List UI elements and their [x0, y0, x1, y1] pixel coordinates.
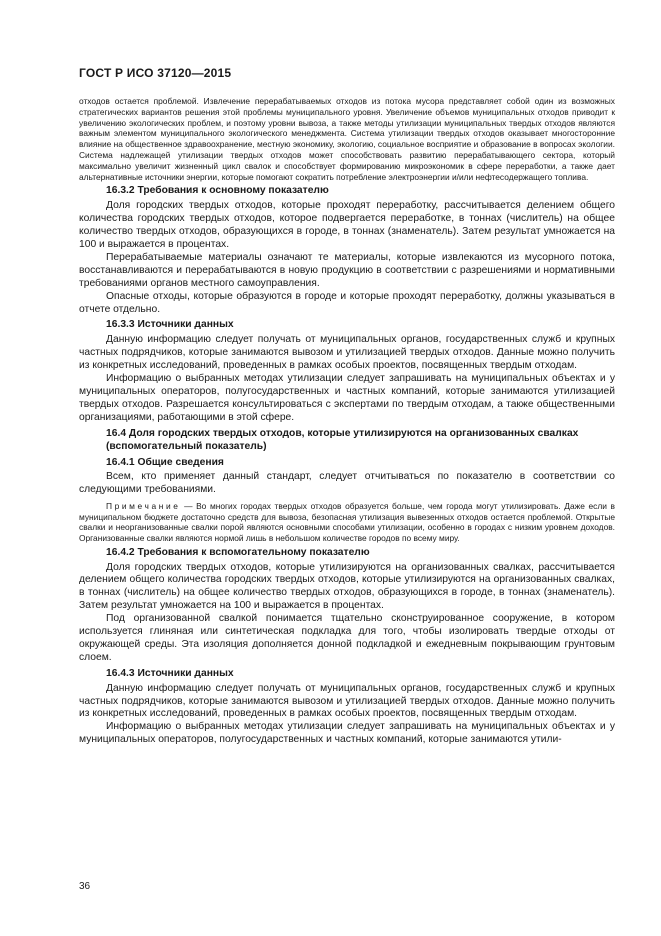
page-content	[79, 96, 615, 747]
heading-16-3-3: 16.3.3 Источники данных	[106, 319, 234, 331]
heading-16-4-2: 16.4.2 Требования к вспомогательному показателю	[106, 546, 370, 558]
paragraph-16-4-3-2: Информацию о выбранных методах утилизации следует запрашивать на муниципальных объектах и у муниципальных операторов, полугосударственных и частных компаний, которые занимаются утили-	[79, 721, 615, 746]
paragraph-16-3-2-2: Перерабатываемые материалы означают те материалы, которые извлекаются из мусорного потока, восстанавливаются и перерабатываются в новую продукцию в соответствии с разрешениями и нормативными требованиями органов местного самоуправления.	[79, 251, 615, 289]
heading-16-3-2: 16.3.2 Требования к основному показателю	[106, 185, 329, 197]
paragraph-16-4-2-2: Под организованной свалкой понимается тщательно сконструированное сооружение, в котором используется глиняная или синтетическая подкладка для того, чтобы изолировать твердые отходы от окружающей среды. Эта изоляция дополняется донной подкладкой и ежедневным покрывающим грунтовым слоем.	[79, 613, 615, 663]
paragraph-16-3-2-3: Опасные отходы, которые образуются в городе и которые проходят переработку, должны указываться в отчете отдельно.	[79, 290, 615, 315]
standard-title: ГОСТ Р ИСО 37120—2015	[79, 66, 232, 80]
note-text: — Во многих городах твердых отходов образуется больше, чем города могут утилизировать. Даже если в муниципальном бюджете достаточно средств для вывоза, безопасная утилизация вывезенных отходов остается проблемой. Открытые свалки и неорганизованные свалки порой являются основными способами утилизации, особенно в городах с низким уровнем доходов. Организованные свалки являются нормой лишь в небольшом количестве городов по всему миру.	[79, 501, 615, 543]
paragraph-16-4-2-1: Доля городских твердых отходов, которые утилизируются на организованных свалках, рассчитывается делением общего количества городских твердых отходов, которые утилизируются на организованных свалках, в тоннах (числитель) на общее количество твердых отходов, образующихся в городе, в тоннах (знаменатель). Затем результат умножается на 100 и выражается в процентах.	[79, 561, 615, 612]
note-block	[79, 501, 615, 543]
heading-16-4-1: 16.4.1 Общие сведения	[106, 456, 224, 468]
paragraph-16-3-2-1: Доля городских твердых отходов, которые проходят переработку, рассчитывается делением общего количества городских твердых отходов, которое подвергается переработке, в тоннах (числитель) на общее количество твердых отходов, образующихся в городе, в тоннах (знаменатель). Затем результат умножается на 100 и выражается в процентах.	[79, 200, 615, 250]
heading-16-4	[79, 428, 615, 454]
heading-16-4-3: 16.4.3 Источники данных	[106, 667, 234, 679]
paragraph-16-4-3-1: Данную информацию следует получать от муниципальных органов, государственных служб и крупных частных подрядчиков, которые занимаются вывозом и утилизацией твердых отходов. Данные можно получить из конкретных исследований, проведенных в рамках особых проектов, посвященных твердым отходам.	[79, 682, 615, 720]
heading-16-4-line2: (вспомогательный показатель)	[106, 440, 267, 452]
paragraph-16-4-1: Всем, кто применяет данный стандарт, следует отчитываться по показателю в соответствии со следующими требованиями.	[79, 471, 615, 496]
paragraph-16-3-3-1: Данную информацию следует получать от муниципальных органов, государственных служб и крупных частных подрядчиков, которые занимаются вывозом и утилизацией твердых отходов. Данные можно получить из конкретных исследований, проведенных в рамках особых проектов, посвященных твердым отходам.	[79, 334, 615, 372]
heading-16-4-line1: 16.4 Доля городских твердых отходов, которые утилизируются на организованных свалках	[106, 427, 579, 439]
intro-paragraph: отходов остается проблемой. Извлечение перерабатываемых отходов из потока мусора представляет собой один из возможных стратегических вариантов решения этой проблемы муниципального уровня. Увеличение объемов муниципальных отходов приводит к увеличению экологических проблем, и поэтому уровни вывоза, а также методы утилизации муниципальных твердых отходов являются важным элементом муниципального экологического менеджмента. Система утилизации твердых отходов оказывает многосторонние влияние на общественное здравоохранение, местную экономику, экологию, социальное восприятие и образование в вопросах экологии. Система надлежащей утилизации твердых отходов может способствовать развитию перерабатывающего сектора, который максимально увеличит жизненный цикл свалок и способствует формированию микроэкономик в сфере переработки, а также дает альтернативные источники энергии, которые помогают сократить потребление электроэнергии и/или нефтесодержащего топлива.	[79, 96, 615, 182]
page-number: 36	[79, 881, 91, 892]
note-label: Примечание	[106, 501, 181, 512]
paragraph-16-3-3-2: Информацию о выбранных методах утилизации следует запрашивать на муниципальных объектах и у муниципальных операторов, полугосударственных и частных компаний, которые занимаются утилизацией твердых отходов. Разрешается консультироваться с экспертами по твердым отходам, а также общественными организациями, работающими в этой сфере.	[79, 373, 615, 423]
